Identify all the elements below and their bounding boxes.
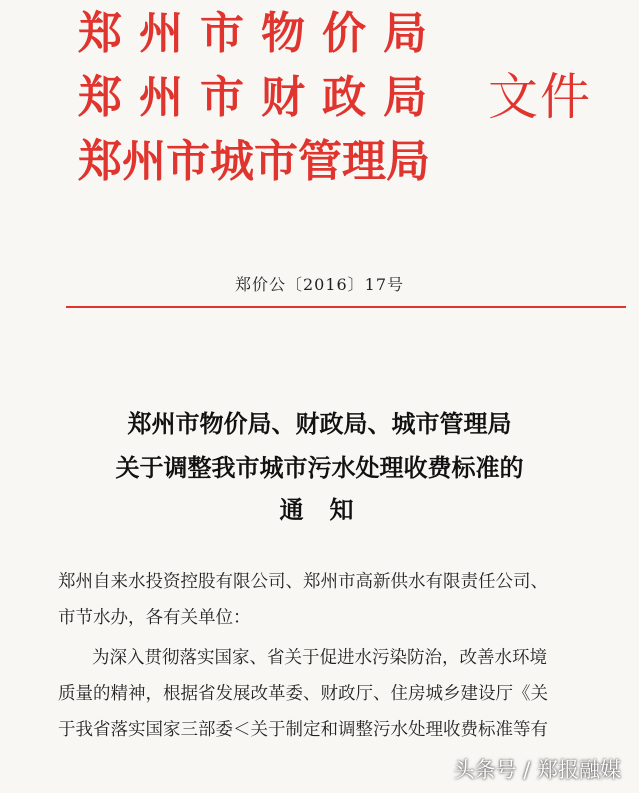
- title-line-1: 郑州市物价局、财政局、城市管理局: [127, 409, 512, 438]
- title-line-2: 关于调整我市城市污水处理收费标准的: [115, 453, 524, 482]
- recipients-line-2: 市节水办，各有关单位：: [58, 608, 251, 628]
- watermark: 头条号 / 郑报融媒: [453, 758, 621, 782]
- paragraph-line-1: 为深入贯彻落实国家、省关于促进水污染防治，改善水环境: [92, 648, 547, 668]
- recipients-line-1: 郑州自来水投资控股有限公司、郑州市高新供水有限责任公司、: [58, 572, 548, 592]
- document-number: 郑价公〔2016〕17号: [234, 275, 405, 294]
- title-line-3: 通知: [279, 495, 380, 524]
- issuer-finance-bureau: 郑州市财政局: [78, 72, 444, 123]
- red-divider-line: [66, 306, 626, 308]
- issuer-price-bureau: 郑州市物价局: [78, 8, 444, 59]
- document-suffix: 文件: [488, 68, 592, 126]
- paragraph-line-3: 于我省落实国家三部委＜关于制定和调整污水处理收费标准等有: [58, 720, 548, 740]
- issuer-urban-management-bureau: 郑州市城市管理局: [78, 136, 430, 187]
- paragraph-line-2: 质量的精神，根据省发展改革委、财政厅、住房城乡建设厅《关: [58, 684, 548, 704]
